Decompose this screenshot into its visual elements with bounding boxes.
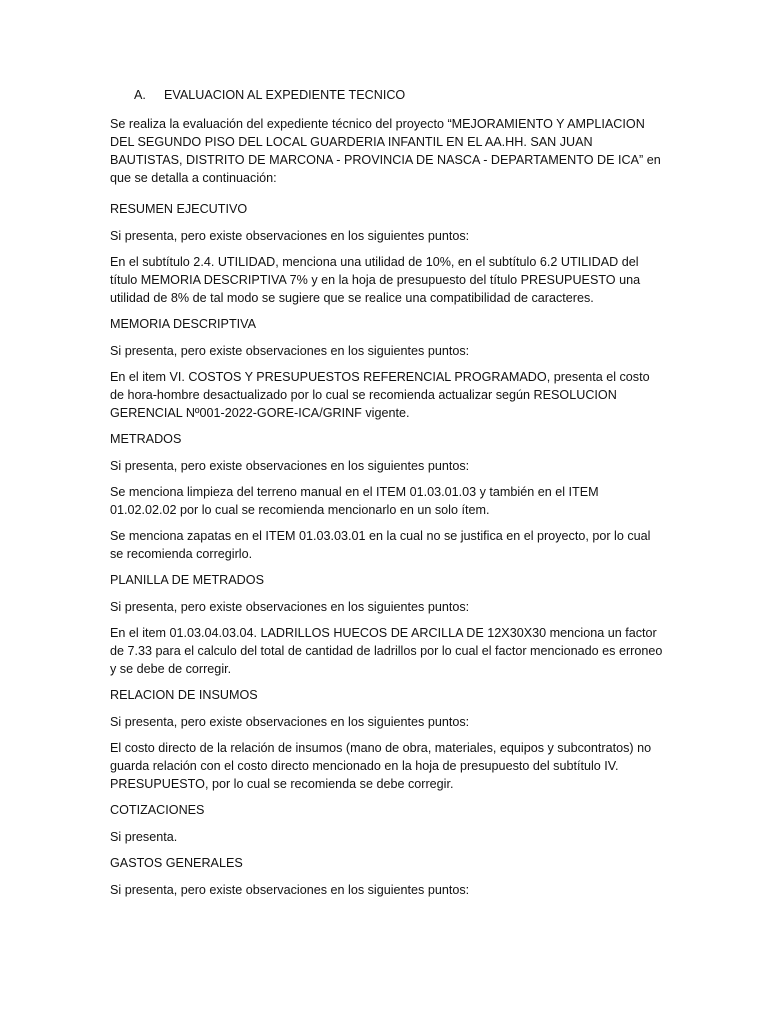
evaluation-section [110, 571, 664, 678]
section-heading: GASTOS GENERALES [110, 856, 243, 870]
project-name: “MEJORAMIENTO Y AMPLIACION DEL SEGUNDO PISO DEL LOCAL GUARDERIA INFANTIL EN EL AA.HH. SAN JUAN BAUTISTAS, DISTRITO DE MARCONA - PROVINCIA DE NASCA - DEPARTAMENTO DE ICA” [110, 117, 645, 167]
intro-text-after: en que se detalla a continuación: [110, 153, 661, 185]
observation-paragraph: El costo directo de la relación de insumos (mano de obra, materiales, equipos y subcontratos) no guarda relación con el costo directo mencionado en la hoja de presupuesto del subtítulo IV. PRESUPUESTO, por lo cual se recomienda se debe corregir. [110, 741, 652, 791]
evaluation-section [110, 315, 664, 422]
evaluation-section [110, 200, 664, 307]
observation-paragraph: En el subtítulo 2.4. UTILIDAD, menciona una utilidad de 10%, en el subtítulo 6.2 UTILIDAD del título MEMORIA DESCRIPTIVA 7% y en la hoja de presupuesto del título PRESUPUESTO una utilidad de 8% de tal modo se sugiere que se realice una compatibilidad de caracteres. [110, 255, 641, 305]
presence-status: Si presenta, pero existe observaciones en los siguientes puntos: [110, 344, 470, 358]
presence-status: Si presenta, pero existe observaciones en los siguientes puntos: [110, 883, 470, 897]
presence-status: Si presenta, pero existe observaciones en los siguientes puntos: [110, 229, 470, 243]
section-heading: COTIZACIONES [110, 803, 205, 817]
section-title [134, 86, 664, 104]
presence-status: Si presenta, pero existe observaciones en los siguientes puntos: [110, 459, 470, 473]
presence-status: Si presenta, pero existe observaciones en los siguientes puntos: [110, 715, 470, 729]
intro-paragraph [110, 115, 664, 187]
observation-paragraph: Se menciona zapatas en el ITEM 01.03.03.01 en la cual no se justifica en el proyecto, por lo cual se recomienda corregirlo. [110, 529, 651, 561]
section-heading: RESUMEN EJECUTIVO [110, 202, 248, 216]
evaluation-sections [110, 200, 664, 899]
observation-paragraph: Se menciona limpieza del terreno manual en el ITEM 01.03.01.03 y también en el ITEM 01.02.02.02 por lo cual se recomienda mencionarlo en un solo ítem. [110, 485, 599, 517]
section-heading: PLANILLA DE METRADOS [110, 573, 264, 587]
presence-status: Si presenta, pero existe observaciones en los siguientes puntos: [110, 600, 470, 614]
section-title-text: EVALUACION AL EXPEDIENTE TECNICO [164, 88, 406, 102]
evaluation-section [110, 430, 664, 563]
evaluation-section [110, 801, 664, 846]
observation-paragraph: En el item VI. COSTOS Y PRESUPUESTOS REFERENCIAL PROGRAMADO, presenta el costo de hora-hombre desactualizado por lo cual se recomienda actualizar según RESOLUCION GERENCIAL Nº001-2022-GORE-ICA/GRINF vigente. [110, 370, 650, 420]
presence-status: Si presenta. [110, 830, 178, 844]
section-heading: METRADOS [110, 432, 182, 446]
section-heading: MEMORIA DESCRIPTIVA [110, 317, 257, 331]
intro-text-before: Se realiza la evaluación del expediente técnico del proyecto [110, 117, 448, 131]
evaluation-section [110, 854, 664, 899]
section-letter: A. [134, 88, 146, 102]
section-heading: RELACION DE INSUMOS [110, 688, 258, 702]
observation-paragraph: En el item 01.03.04.03.04. LADRILLOS HUECOS DE ARCILLA DE 12X30X30 menciona un factor de 7.33 para el calculo del total de cantidad de ladrillos por lo cual el factor mencionado es erroneo y se debe de corregir. [110, 626, 663, 676]
evaluation-section [110, 686, 664, 793]
